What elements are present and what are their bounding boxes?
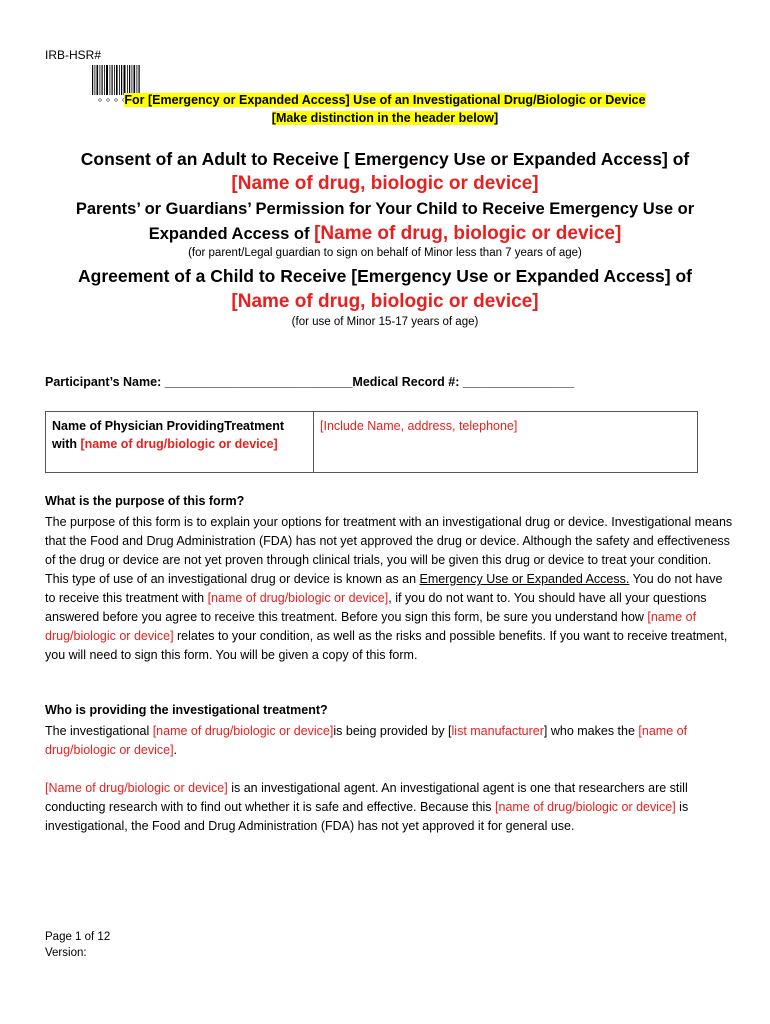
provider-text-3: ] who makes the xyxy=(543,724,639,738)
agent-drug-1: [Name of drug/biologic or device] xyxy=(45,781,228,795)
provider-text-2: is being provided by [ xyxy=(333,724,452,738)
purpose-text-4: relates to your condition, as well as the risks and possible benefits. If you want to receive treatment, you will need to sign this form. You will be given a copy of this form. xyxy=(45,629,728,662)
provider-text-1: The investigational xyxy=(45,724,153,738)
purpose-heading: What is the purpose of this form? xyxy=(45,494,245,508)
purpose-paragraph xyxy=(45,513,735,665)
manufacturer-placeholder: list manufacturer xyxy=(451,724,544,738)
parent-permission-title: Parents’ or Guardians’ Permission for Your Child to Receive Emergency Use or xyxy=(75,200,695,218)
physician-label: Name of Physician ProvidingTreatment with xyxy=(52,419,285,451)
purpose-drug-2: [name of drug/biologic or device] xyxy=(45,610,697,643)
adult-consent-title: Consent of an Adult to Receive [ Emergency Use or Expanded Access] of xyxy=(80,149,690,169)
parent-expanded-line xyxy=(0,223,770,245)
purpose-text-2: You do not have to receive this treatment with xyxy=(45,572,723,605)
child-note: (for use of Minor 15-17 years of age) xyxy=(291,316,479,328)
physician-label-cell xyxy=(46,412,314,473)
agent-text-2: is investigational, the Food and Drug Administration (FDA) has not yet approved it for general use. xyxy=(45,800,689,833)
page-number: Page 1 of 12 xyxy=(45,931,111,943)
child-agreement-title: Agreement of a Child to Receive [Emergency Use or Expanded Access] of xyxy=(78,266,692,286)
banner-highlight-2: [Make distinction in the header below] xyxy=(271,111,499,125)
adult-drug-name: [Name of drug, biologic or device] xyxy=(231,173,539,194)
parent-note: (for parent/Legal guardian to sign on behalf of Minor less than 7 years of age) xyxy=(188,247,582,259)
provider-paragraph xyxy=(45,722,735,760)
emergency-use-link: Emergency Use or Expanded Access. xyxy=(419,572,630,586)
banner-line-2 xyxy=(0,111,770,125)
physician-label-drug: [name of drug/biologic or device] xyxy=(80,437,278,451)
parent-expanded-text: Expanded Access of xyxy=(148,225,315,243)
child-drug-name: [Name of drug, biologic or device] xyxy=(231,291,539,312)
banner-line-1 xyxy=(0,93,770,107)
physician-table xyxy=(45,411,698,473)
irb-number-label: IRB-HSR# xyxy=(45,48,102,62)
participant-line: Participant’s Name: ___________________________Medical Record #: ________________ xyxy=(45,375,575,389)
agent-drug-2: [name of drug/biologic or device] xyxy=(495,800,676,814)
version-label: Version: xyxy=(45,947,87,959)
physician-value-cell: [Include Name, address, telephone] xyxy=(314,412,698,473)
agent-paragraph xyxy=(45,779,735,836)
purpose-text-3: , if you do not want to. You should have all your questions answered before you agree to receive this treatment. Before you sign this form, be sure you understand how xyxy=(45,591,707,624)
provider-text-4: . xyxy=(173,743,178,757)
provider-drug-1: [name of drug/biologic or device] xyxy=(152,724,334,738)
purpose-text-1: The purpose of this form is to explain your options for treatment with an investigational drug or device. Investigational means that the Food and Drug Administration (FDA) has not yet approved the drug or device. Although the safety and effectiveness of the drug or device are not yet proven through clinical trials, you will be given this drug or device to treat your condition. This type of use of an investigational drug or device is known as an xyxy=(45,515,733,586)
purpose-drug-1: [name of drug/biologic or device] xyxy=(207,591,389,605)
agent-text-1: is an investigational agent. An investigational agent is one that researchers are still conducting research with to find out whether it is safe and effective. Because this xyxy=(45,781,688,814)
provider-drug-2: [name of drug/biologic or device] xyxy=(45,724,688,757)
parent-drug-name: [Name of drug, biologic or device] xyxy=(314,223,622,244)
provider-heading: Who is providing the investigational treatment? xyxy=(45,703,328,717)
banner-highlight-1: For [Emergency or Expanded Access] Use of an Investigational Drug/Biologic or Device xyxy=(124,93,646,107)
